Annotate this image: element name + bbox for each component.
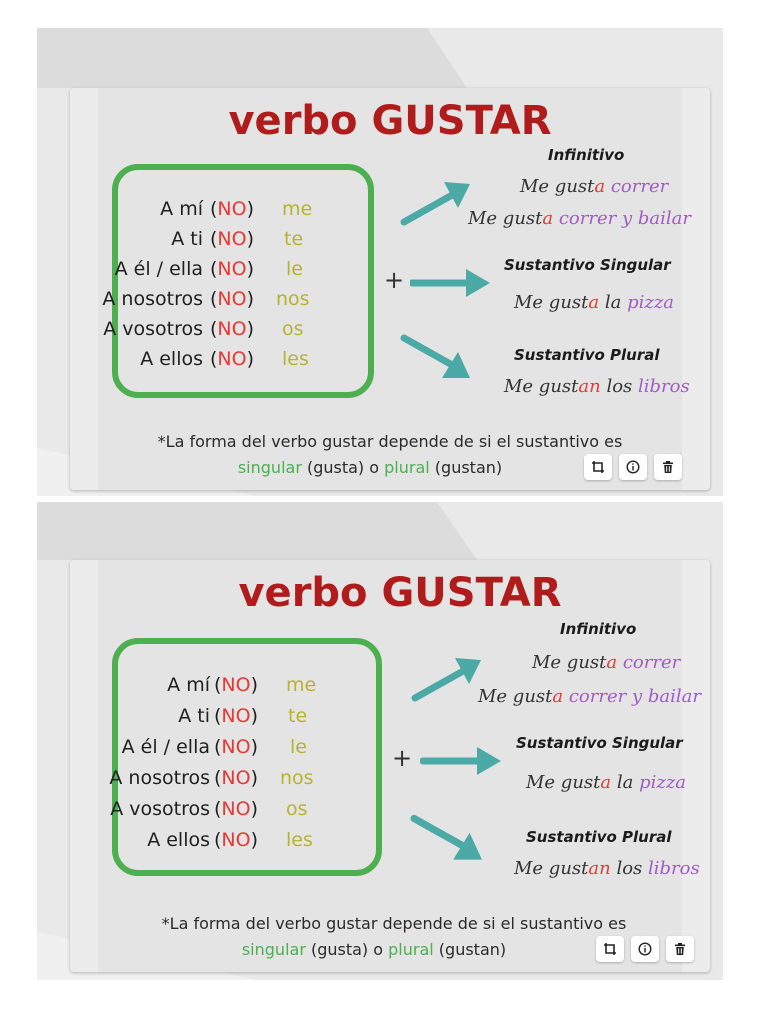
arrow-up-right-icon (400, 180, 472, 228)
table-row (118, 829, 376, 859)
pronoun-box (109, 638, 382, 876)
no-label: (NO) (210, 198, 255, 220)
no-label: (NO) (210, 228, 255, 250)
singular-heading: Sustantivo Singular (504, 256, 671, 274)
table-row (114, 258, 368, 288)
infinitivo-example-1: Me gusta correr (532, 652, 681, 673)
arrow-right-icon (420, 746, 504, 776)
no-label: (NO) (214, 705, 259, 727)
subject-label: A él / ella (114, 258, 203, 280)
table-row (118, 674, 376, 704)
pronoun-label: me (286, 674, 317, 696)
info-button[interactable] (631, 936, 659, 962)
subject-label: A nosotros (102, 288, 203, 310)
info-icon (626, 460, 640, 474)
info-icon (638, 942, 652, 956)
singular-example: Me gusta la pizza (526, 772, 687, 793)
plural-example: Me gustan los libros (514, 858, 700, 879)
singular-heading: Sustantivo Singular (516, 734, 683, 752)
table-row (103, 318, 368, 348)
page-title: verbo GUSTAR (228, 98, 552, 144)
trash-icon (673, 942, 687, 956)
crop-icon (603, 942, 617, 956)
table-row (118, 705, 376, 735)
no-label: (NO) (210, 318, 255, 340)
card-toolbar (596, 936, 694, 962)
plus-sign: + (392, 744, 413, 772)
subject-label: A vosotros (103, 318, 203, 340)
note-line-2: singular (gusta) o plural (gustan) (237, 458, 503, 477)
no-label: (NO) (214, 674, 259, 696)
no-label: (NO) (210, 258, 255, 280)
table-row (118, 736, 376, 766)
plural-heading: Sustantivo Plural (514, 346, 660, 364)
pronoun-label: le (286, 258, 303, 280)
infinitivo-example-1: Me gusta correr (520, 176, 669, 197)
singular-example: Me gusta la pizza (514, 292, 675, 313)
no-label: (NO) (210, 288, 255, 310)
infinitivo-heading: Infinitivo (560, 620, 637, 638)
subject-label: A vosotros (110, 798, 210, 820)
table-row (109, 767, 376, 797)
infinitivo-example-2: Me gusta correr y bailar (478, 686, 701, 707)
delete-button[interactable] (654, 454, 682, 480)
pronoun-label: les (286, 829, 313, 851)
plural-example: Me gustan los libros (504, 376, 690, 397)
table-row (118, 348, 368, 378)
infinitivo-heading: Infinitivo (548, 146, 625, 164)
subject-label: A mí (167, 674, 210, 696)
plural-heading: Sustantivo Plural (526, 828, 672, 846)
no-label: (NO) (214, 767, 259, 789)
arrow-up-right-icon (410, 656, 484, 704)
subject-label: A nosotros (109, 767, 210, 789)
no-label: (NO) (210, 348, 255, 370)
crop-button[interactable] (596, 936, 624, 962)
arrow-down-right-icon (410, 812, 484, 864)
subject-label: A mí (160, 198, 203, 220)
plus-sign: + (384, 266, 405, 294)
table-row (118, 198, 368, 228)
pronoun-label: nos (280, 767, 314, 789)
pronoun-label: me (282, 198, 313, 220)
subject-label: A ti (171, 228, 203, 250)
pronoun-label: nos (276, 288, 310, 310)
pronoun-label: le (290, 736, 307, 758)
pronoun-box (102, 164, 374, 398)
delete-button[interactable] (666, 936, 694, 962)
note-line-2: singular (gusta) o plural (gustan) (241, 940, 507, 959)
no-label: (NO) (214, 829, 259, 851)
pronoun-label: te (288, 705, 308, 727)
info-button[interactable] (619, 454, 647, 480)
pronoun-label: os (282, 318, 304, 340)
pronoun-label: os (286, 798, 308, 820)
image-card-2[interactable] (70, 560, 710, 972)
table-row (102, 288, 368, 318)
crop-icon (591, 460, 605, 474)
trash-icon (661, 460, 675, 474)
arrow-right-icon (410, 268, 492, 298)
subject-label: A ellos (140, 348, 203, 370)
table-row (118, 228, 368, 258)
page-title: verbo GUSTAR (238, 570, 562, 616)
pronoun-label: te (284, 228, 304, 250)
pronoun-label: les (282, 348, 309, 370)
subject-label: A ti (178, 705, 210, 727)
arrow-down-right-icon (400, 332, 472, 382)
subject-label: A él / ella (121, 736, 210, 758)
infinitivo-example-2: Me gusta correr y bailar (468, 208, 691, 229)
note-line-1: *La forma del verbo gustar depende de si el sustantivo es (161, 914, 627, 933)
card-toolbar (584, 454, 682, 480)
table-row (110, 798, 376, 828)
note-line-1: *La forma del verbo gustar depende de si el sustantivo es (157, 432, 623, 451)
subject-label: A ellos (147, 829, 210, 851)
image-card-1[interactable] (70, 88, 710, 490)
crop-button[interactable] (584, 454, 612, 480)
no-label: (NO) (214, 736, 259, 758)
no-label: (NO) (214, 798, 259, 820)
